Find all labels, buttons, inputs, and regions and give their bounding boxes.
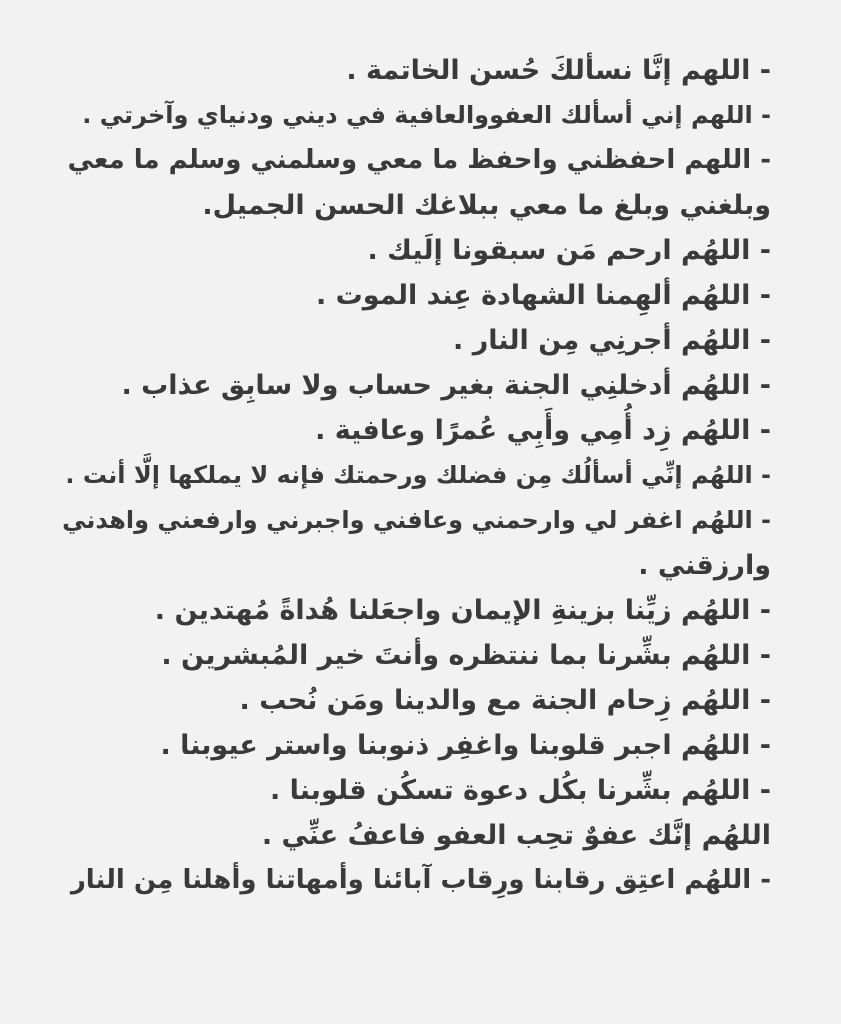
- dua-line: - اللهُم بشِّرنا بما ننتظره وأنتَ خير المُبشرين .: [161, 640, 771, 671]
- dua-line: - اللهُم ألهِمنا الشهادة عِند الموت .: [316, 280, 771, 311]
- dua-line: - اللهُم بشِّرنا بكُل دعوة تسكُن قلوبنا .: [269, 775, 771, 806]
- dua-line: - اللهم احفظني واحفظ ما معي وسلمني وسلم ما معي: [67, 145, 771, 175]
- dua-line: - اللهُم اغفر لي وارحمني وعافني واجبرني وارفعني واهدني: [62, 506, 771, 534]
- dua-line: وارزقني .: [638, 550, 771, 581]
- dua-line: - اللهُم زِحام الجنة مع والدينا ومَن نُحب .: [239, 685, 771, 716]
- dua-line: - اللهُم إنِّي أسألُك مِن فضلك ورحمتك فإنه لا يملكها إلَّا أنت .: [65, 461, 771, 489]
- dua-line: - اللهم إنَّا نسألكَ حُسن الخاتمة .: [346, 55, 771, 86]
- dua-line: وبلغني وبلغ ما معي ببلاغك الحسن الجميل.: [202, 190, 771, 221]
- dua-line: - اللهُم زِد أُمِي وأَبِي عُمرًا وعافية .: [315, 415, 771, 446]
- dua-line: - اللهم إني أسألك العفووالعافية في ديني ودنياي وآخرتي .: [82, 101, 771, 129]
- dua-line: - اللهُم زيِّنا بزينةِ الإيمان واجعَلنا هُداةً مُهتدين .: [154, 595, 771, 626]
- dua-line: - اللهُم ارحم مَن سبقونا إلَيك .: [367, 235, 771, 266]
- dua-line: - اللهُم أدخلنِي الجنة بغير حساب ولا سابِق عذاب .: [121, 370, 771, 401]
- dua-line: - اللهُم اجبر قلوبنا واغفِر ذنوبنا واستر عيوبنا .: [160, 730, 771, 761]
- dua-list: [60, 48, 771, 903]
- dua-line: - اللهُم اعتِق رقابنا ورِقاب آبائنا وأمهاتنا وأهلنا مِن النار: [70, 865, 771, 895]
- dua-line: اللهُم إنَّك عفوٌ تحِب العفو فاعفُ عنِّي .: [261, 820, 771, 851]
- dua-line: - اللهُم أجرنِي مِن النار .: [453, 325, 771, 356]
